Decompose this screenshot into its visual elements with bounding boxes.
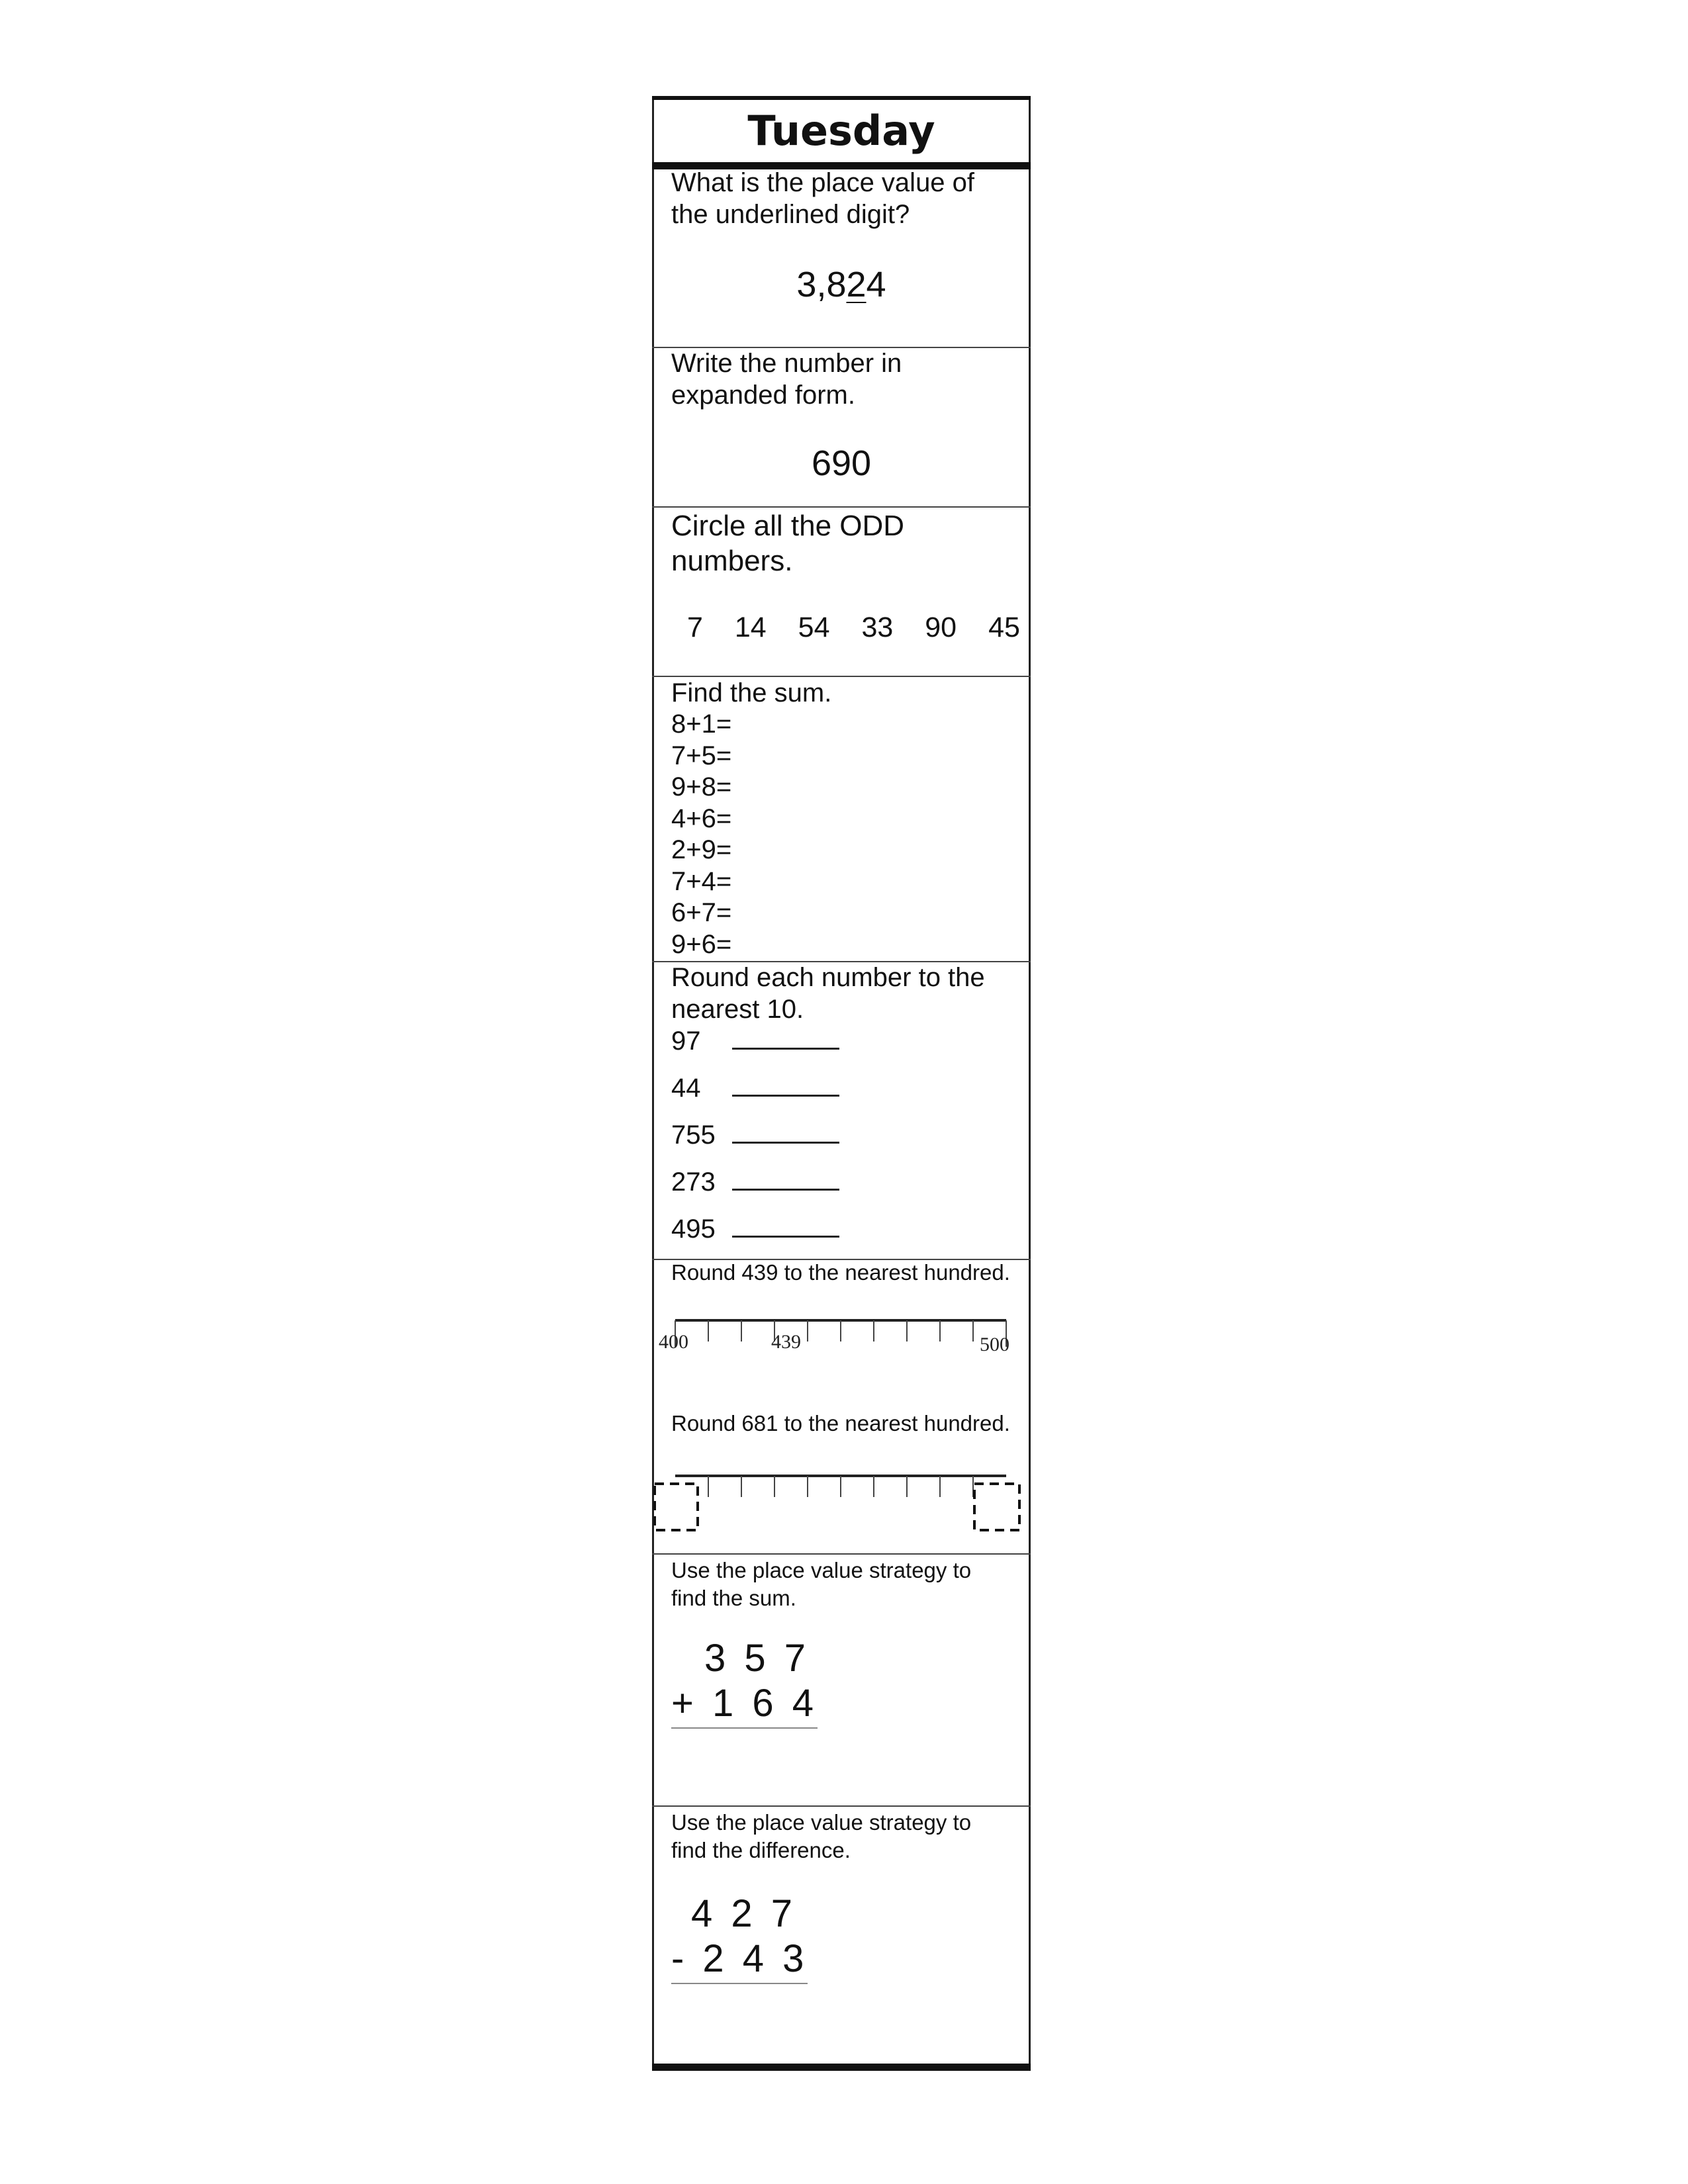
line-label-start: 400 (659, 1331, 688, 1353)
q5-answer-blank[interactable] (732, 1081, 839, 1097)
q5-answer-blank[interactable] (732, 1175, 839, 1191)
q4-fact: 9+6= (671, 929, 732, 959)
q7-prompt-line2: find the sum. (671, 1586, 796, 1610)
q5-row (671, 1025, 839, 1057)
q8-prompt-line2: find the difference. (671, 1838, 851, 1862)
q3-number[interactable]: 33 (861, 612, 894, 643)
q5-row (671, 1072, 839, 1104)
answer-box-left[interactable] (655, 1484, 698, 1530)
q4-prompt: Find the sum. (671, 678, 832, 707)
q8-prompt-line1: Use the place value strategy to (671, 1810, 972, 1835)
q6-prompt-a: Round 439 to the nearest hundred. (671, 1260, 1010, 1285)
q5-number: 44 (671, 1073, 701, 1103)
q1-underlined-digit: 2 (846, 265, 867, 304)
q5-answer-blank[interactable] (732, 1128, 839, 1144)
q3-number[interactable]: 54 (798, 612, 830, 643)
q4-fact: 7+4= (671, 866, 732, 896)
q5-answer-blank[interactable] (732, 1222, 839, 1238)
q5-prompt-line2: nearest 10. (671, 995, 804, 1024)
q7-top-number: 3 5 7 (704, 1637, 810, 1680)
q1-number-before: 3,8 (796, 265, 847, 304)
q1-number-after: 4 (866, 265, 886, 304)
q2-number: 690 (811, 443, 872, 483)
number-line-681 (652, 1463, 1031, 1535)
q3-number[interactable]: 90 (925, 612, 957, 643)
q4-fact: 9+8= (671, 772, 732, 801)
q4-fact: 4+6= (671, 803, 732, 833)
q8-top-number: 4 2 7 (691, 1892, 796, 1935)
q1-prompt-line2: the underlined digit? (671, 200, 910, 229)
q5-number: 97 (671, 1026, 701, 1056)
line-label-end: 500 (980, 1334, 1009, 1355)
q2-prompt-line1: Write the number in (671, 349, 902, 378)
q4-fact: 7+5= (671, 741, 732, 770)
q6-prompt-b: Round 681 to the nearest hundred. (671, 1411, 1010, 1435)
q3-prompt-line1: Circle all the ODD (671, 510, 905, 542)
q7-prompt-line1: Use the place value strategy to (671, 1558, 972, 1582)
line-label-mid: 439 (771, 1331, 801, 1353)
divider (652, 1805, 1031, 1807)
q5-answer-blank[interactable] (732, 1034, 839, 1050)
top-rule (652, 96, 1031, 100)
q5-number: 755 (671, 1120, 716, 1150)
q1-prompt-line1: What is the place value of (671, 168, 975, 197)
q5-row (671, 1166, 839, 1198)
day-title: Tuesday (747, 107, 935, 155)
q8-subtraction-problem (671, 1891, 808, 1984)
q3-number-row (687, 612, 1044, 644)
q3-number[interactable]: 7 (687, 612, 703, 643)
q3-number[interactable]: 14 (734, 612, 767, 643)
q5-number: 495 (671, 1214, 716, 1244)
q4-fact: 2+9= (671, 835, 732, 864)
q2-prompt-line2: expanded form. (671, 381, 855, 410)
q1-number (652, 265, 1031, 304)
q4-fact: 8+1= (671, 709, 732, 739)
q3-number[interactable]: 45 (988, 612, 1020, 643)
q7-bottom-number: + 1 6 4 (671, 1681, 818, 1729)
bottom-rule (652, 2064, 1031, 2071)
q4-fact: 6+7= (671, 898, 732, 927)
q5-row (671, 1213, 839, 1245)
q8-bottom-number: - 2 4 3 (671, 1936, 808, 1984)
number-line-439 (652, 1307, 1031, 1360)
q4-fact-list (671, 709, 731, 960)
q5-row (671, 1119, 839, 1151)
q5-prompt-line1: Round each number to the (671, 963, 985, 992)
divider (652, 1553, 1031, 1555)
divider (652, 506, 1031, 508)
q3-prompt-line2: numbers. (671, 545, 793, 577)
q5-number: 273 (671, 1167, 716, 1197)
q7-addition-problem (671, 1636, 818, 1729)
answer-box-right[interactable] (974, 1484, 1019, 1530)
